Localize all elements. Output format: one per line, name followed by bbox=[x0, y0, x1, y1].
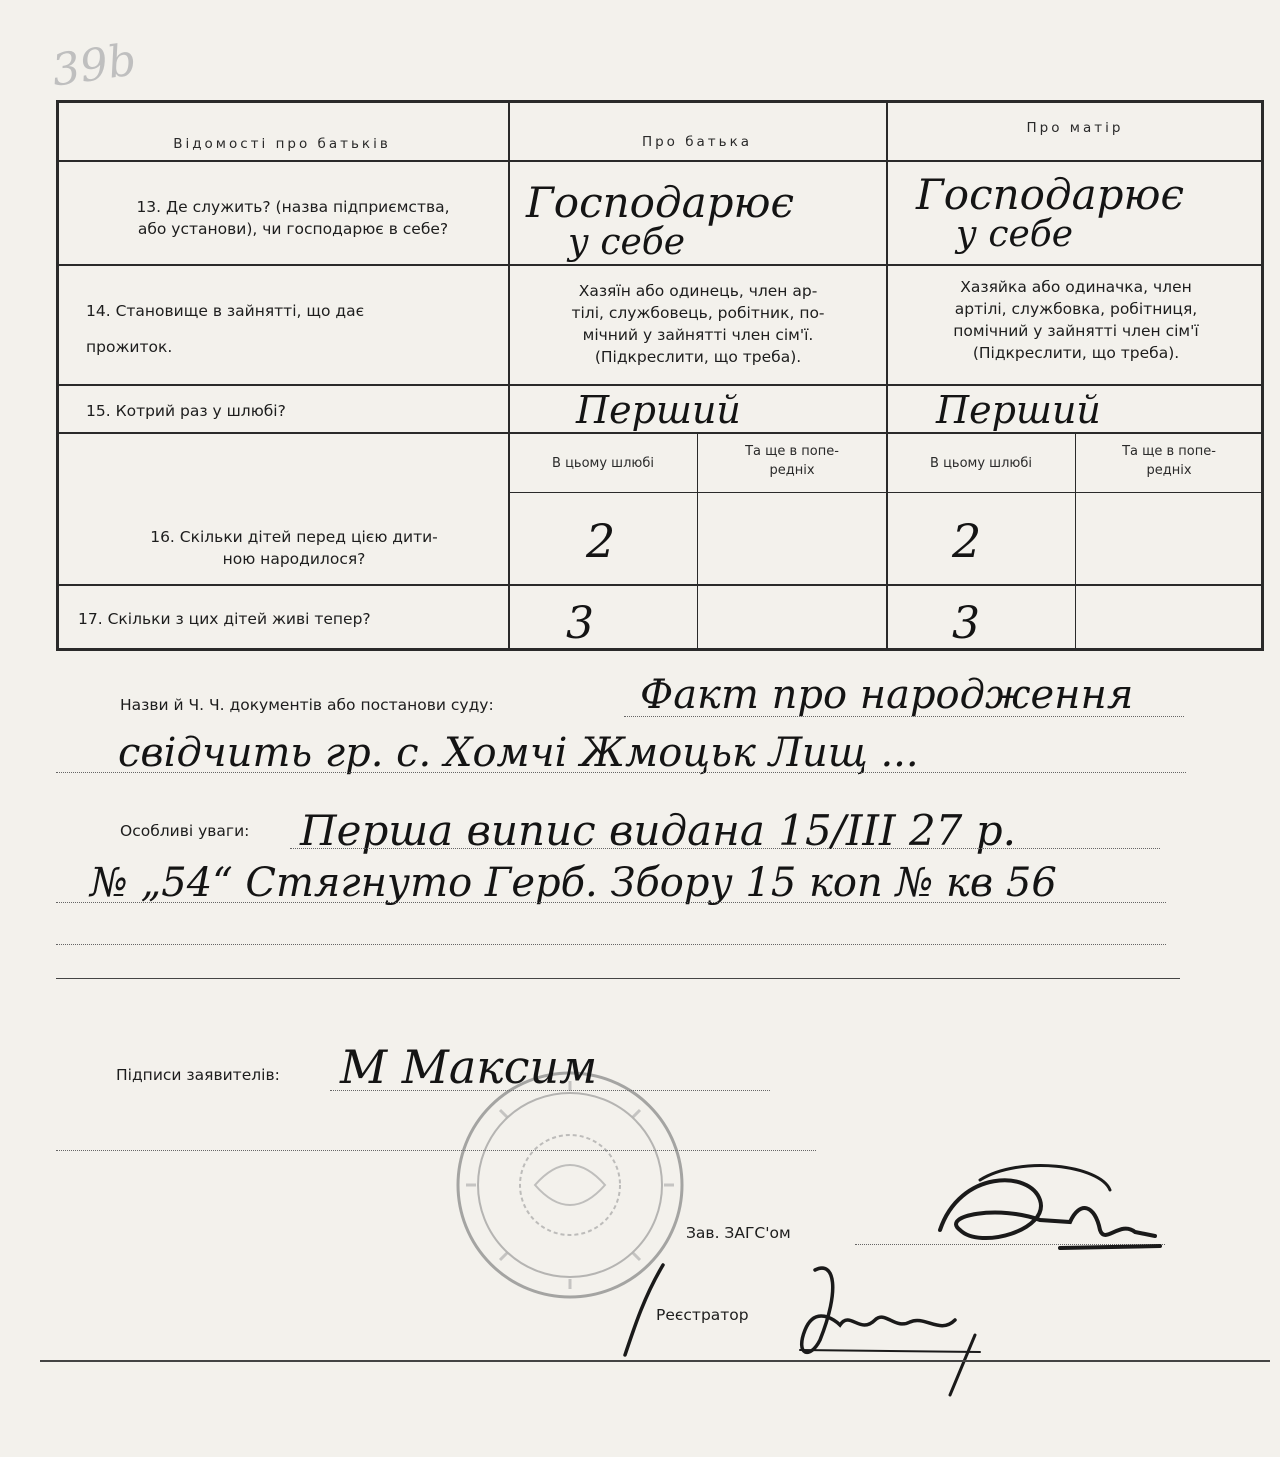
subheader-father-previous-line2: редніх bbox=[769, 463, 815, 478]
question-13-line1: 13. Де служить? (назва підприємства, bbox=[136, 198, 450, 216]
mother-marriage-number-handwritten: Перший bbox=[936, 388, 1101, 432]
column-separator-mother-sub bbox=[1075, 434, 1076, 648]
header-about-mother: Про матір bbox=[1026, 120, 1124, 136]
zags-head-label: Зав. ЗАГС'ом bbox=[686, 1224, 791, 1242]
row-separator-14 bbox=[56, 384, 1264, 386]
father-options-line4: (Підкреслити, що треба). bbox=[594, 348, 802, 366]
remarks-label: Особливі уваги: bbox=[120, 822, 250, 840]
remarks-solid-line bbox=[56, 978, 1180, 979]
mother-options-line1: Хазяйка або одиначка, член bbox=[960, 278, 1192, 296]
column-separator-1 bbox=[508, 100, 510, 651]
question-14-line1: 14. Становище в зайнятті, що дає bbox=[86, 302, 365, 320]
table-border-bottom bbox=[56, 648, 1264, 651]
documents-dotted-line1 bbox=[624, 716, 1184, 717]
remarks-dotted-line1 bbox=[290, 848, 1160, 849]
documents-handwritten-line2: свідчить гр. с. Хомчі Жмоцьк Лищ ... bbox=[118, 730, 919, 776]
father-marriage-number-handwritten: Перший bbox=[576, 388, 741, 432]
remarks-dotted-line3 bbox=[56, 944, 1166, 945]
father-children-alive-handwritten: 3 bbox=[566, 598, 594, 649]
father-employment-handwritten-2: у себе bbox=[568, 222, 686, 263]
applicants-signature-label: Підписи заявителів: bbox=[116, 1066, 280, 1084]
subheader-mother-this-marriage: В цьому шлюбі bbox=[930, 456, 1032, 471]
father-options-line2: тілі, службовець, робітник, по- bbox=[571, 304, 825, 322]
subheader-mother-previous-line1: Та ще в попе- bbox=[1122, 444, 1216, 459]
documents-dotted-line2 bbox=[56, 772, 1186, 773]
mother-options-line2: артілі, службовка, робітниця, bbox=[954, 300, 1198, 318]
question-16 bbox=[84, 526, 504, 570]
row-separator-15 bbox=[56, 432, 1264, 434]
applicant-signature-handwritten: М Максим bbox=[340, 1040, 598, 1094]
mother-occupation-options bbox=[894, 276, 1258, 364]
question-16-line2: ною народилося? bbox=[222, 550, 366, 568]
documents-handwritten-line1: Факт про народження bbox=[640, 672, 1134, 718]
mother-options-line3: помічний у зайнятті член сім'ї bbox=[953, 322, 1199, 340]
registrar-signature bbox=[780, 1250, 1000, 1400]
column-separator-father-sub bbox=[697, 434, 698, 648]
row-separator-16 bbox=[56, 584, 1264, 586]
corner-archive-number: 39b bbox=[48, 34, 140, 97]
table-border-left bbox=[56, 100, 59, 651]
column-separator-2 bbox=[886, 100, 888, 651]
question-13 bbox=[78, 196, 508, 240]
bottom-solid-line bbox=[40, 1360, 1270, 1362]
registrar-tick-mark bbox=[605, 1255, 675, 1365]
mother-employment-handwritten-2: у себе bbox=[956, 214, 1074, 255]
remarks-handwritten-line2: № „54“ Стягнуто Герб. Збору 15 коп № кв 56 bbox=[90, 860, 1057, 906]
parents-info-table bbox=[56, 100, 1264, 652]
table-border-right bbox=[1261, 100, 1264, 651]
father-options-line3: мічний у зайнятті член сім'ї. bbox=[582, 326, 814, 344]
table-border-top bbox=[56, 100, 1264, 103]
subheader-father-previous bbox=[699, 442, 885, 480]
question-13-line2: або установи), чи господарює в себе? bbox=[137, 220, 449, 238]
mother-children-born-handwritten: 2 bbox=[952, 514, 982, 568]
subheader-father-this-marriage: В цьому шлюбі bbox=[552, 456, 654, 471]
father-employment-handwritten: Господарює bbox=[526, 178, 794, 227]
subheader-father-previous-line1: Та ще в попе- bbox=[745, 444, 839, 459]
question-14 bbox=[86, 300, 506, 358]
mother-children-alive-handwritten: 3 bbox=[952, 598, 980, 649]
subheader-mother-previous bbox=[1077, 442, 1261, 480]
header-about-father: Про батька bbox=[641, 134, 753, 150]
row-separator-13 bbox=[56, 264, 1264, 266]
registrar-label: Реєстратор bbox=[656, 1306, 749, 1324]
father-options-line1: Хазяїн або одинець, член ар- bbox=[578, 282, 818, 300]
remarks-dotted-line2 bbox=[56, 902, 1166, 903]
question-14-line2: прожиток. bbox=[86, 338, 173, 356]
mother-options-line4: (Підкреслити, що треба). bbox=[972, 344, 1180, 362]
father-occupation-options bbox=[518, 280, 878, 368]
documents-label: Назви й Ч. Ч. документів або постанови суду: bbox=[120, 696, 494, 714]
remarks-handwritten-line1: Перша випис видана 15/III 27 р. bbox=[300, 806, 1016, 855]
header-parents-info: Відомості про батьків bbox=[173, 136, 391, 152]
row-separator-header bbox=[56, 160, 1264, 162]
subheader-mother-previous-line2: редніх bbox=[1146, 463, 1192, 478]
row-separator-subheader bbox=[508, 492, 1264, 493]
question-16-line1: 16. Скільки дітей перед цією дити- bbox=[150, 528, 438, 546]
applicants-dotted-line2 bbox=[56, 1150, 816, 1151]
father-children-born-handwritten: 2 bbox=[586, 514, 616, 568]
question-17: 17. Скільки з цих дітей живі тепер? bbox=[78, 610, 371, 628]
question-15: 15. Котрий раз у шлюбі? bbox=[86, 402, 286, 420]
mother-employment-handwritten: Господарює bbox=[916, 170, 1184, 219]
applicants-dotted-line1 bbox=[330, 1090, 770, 1091]
